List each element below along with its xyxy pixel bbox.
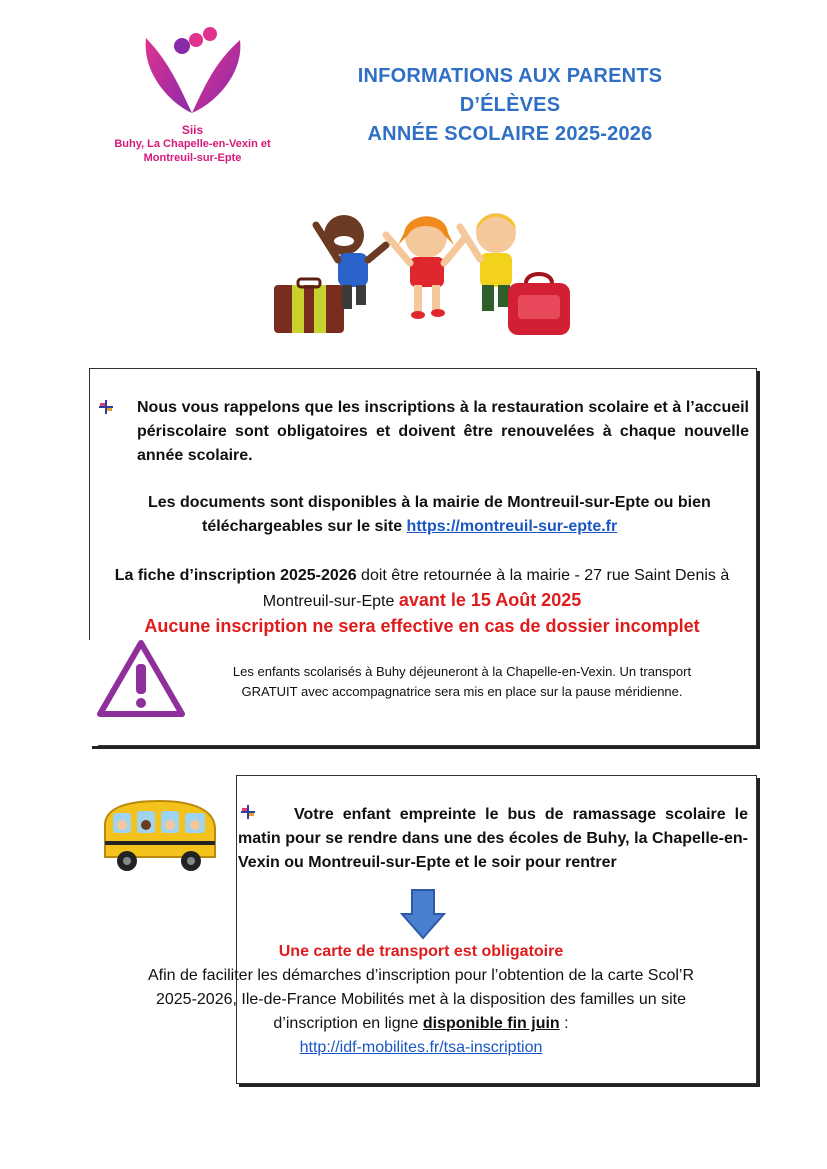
deadline-text [92,563,752,639]
registration-reminder-text: Nous vous rappelons que les inscriptions à la restauration scolaire et à l’accueil périscolaire sont obligatoires et doivent être renouvelées à chaque nouvelle année scolaire. [137,399,749,464]
transport-card-required: Une carte de transport est obligatoire [278,943,564,960]
title-line-3: ANNÉE SCOLAIRE 2025-2026 [367,123,653,145]
logo-line-2: Montreuil-sur-Epte [143,152,242,164]
warning-triangle-icon [96,638,186,718]
transport-card-text [96,940,746,1060]
form-name: La fiche d’inscription 2025-2026 [114,567,357,584]
lunch-transport-line-1: Les enfants scolarisés à Buhy déjeuneront à la Chapelle-en-Vexin. Un transport [232,664,692,679]
documents-line-1: Les documents sont disponibles à la mairie de Montreuil-sur-Epte ou bien [148,494,711,511]
lunch-transport-text [176,662,748,702]
documents-availability-text [140,491,752,539]
idf-mobilites-link[interactable]: http://idf-mobilites.fr/tsa-inscription [299,1039,543,1056]
page-title [300,62,720,149]
incomplete-warning: Aucune inscription ne sera effective en cas de dossier incomplet [144,616,700,636]
school-bus-text [238,803,748,875]
transport-card-line-3: d’inscription en ligne [273,1015,423,1032]
children-illustration [268,205,578,340]
documents-line-2: téléchargeables sur le site [202,518,407,535]
title-line-1: INFORMATIONS AUX PARENTS [357,65,663,87]
school-bus-paragraph: Votre enfant empreinte le bus de ramassage scolaire le matin pour se rendre dans une des écoles de Buhy, la Chapelle-en-Vexin ou Montreuil-sur-Epte et le soir pour rentrer [238,806,748,871]
logo-line-1: Buhy, La Chapelle-en-Vexin et [114,138,271,150]
title-line-2: D’ÉLÈVES [459,94,561,116]
school-bus-icon [99,795,221,875]
deadline-date: avant le 15 Août 2025 [398,590,582,610]
transport-card-line-1: Afin de faciliter les démarches d’inscription pour l’obtention de la carte Scol’R [147,967,695,984]
arrow-down-icon [400,888,446,940]
siis-logo-icon [140,18,245,118]
mairie-website-link[interactable]: https://montreuil-sur-epte.fr [406,518,618,535]
logo-name: Siis [181,123,204,137]
availability-note: disponible fin juin [422,1015,560,1032]
bullet-icon [99,400,113,414]
transport-card-line-2: 2025-2026, Ile-de-France Mobilités met à la disposition des familles un site [155,991,687,1008]
siis-logo [100,18,285,173]
lunch-transport-line-2: GRATUIT avec accompagnatrice sera mis en place sur la pause méridienne. [241,684,683,699]
colon: : [559,1015,569,1032]
return-address-text: doit être retournée à la mairie - 27 rue Saint Denis à Montreuil-sur-Epte [262,567,730,610]
